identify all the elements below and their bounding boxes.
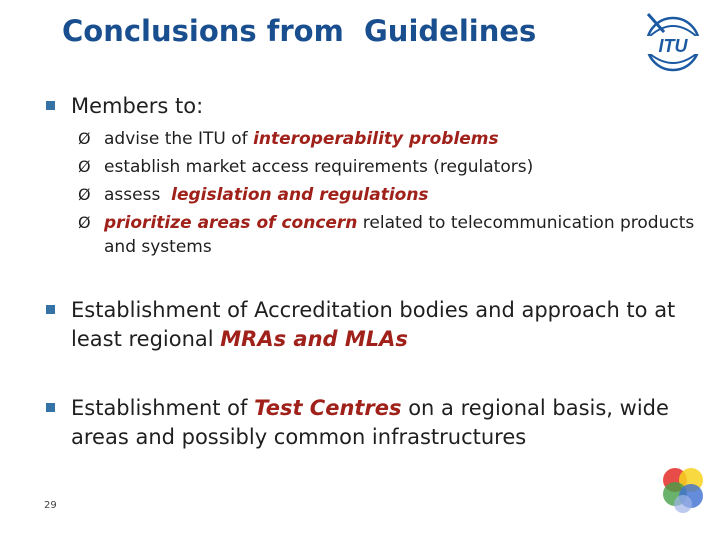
square-bullet-icon bbox=[46, 101, 55, 110]
bullet-test-centres-emphasis: Test Centres bbox=[254, 396, 402, 420]
bullet-test-centres-pre: Establishment of bbox=[71, 396, 255, 420]
arrow-bullet-icon: Ø bbox=[78, 157, 91, 176]
itu-logo-icon bbox=[634, 6, 710, 76]
sub-bullet-4 bbox=[78, 211, 708, 259]
sub-bullet-2-text: establish market access requirements (regulators) bbox=[104, 157, 534, 177]
sub-bullet-3-pre: assess bbox=[104, 185, 172, 205]
arrow-bullet-icon: Ø bbox=[78, 129, 91, 148]
bullet-members bbox=[46, 92, 706, 121]
sub-bullet-3-emphasis: legislation and regulations bbox=[171, 185, 429, 205]
sub-bullet-1 bbox=[78, 127, 708, 151]
sub-bullet-1-pre: advise the ITU of bbox=[104, 129, 254, 149]
sub-bullet-1-emphasis: interoperability problems bbox=[253, 129, 499, 149]
bullet-accreditation bbox=[46, 296, 706, 354]
sub-bullet-3 bbox=[78, 183, 708, 207]
square-bullet-icon bbox=[46, 403, 55, 412]
color-rings-icon bbox=[660, 464, 706, 514]
bullet-test-centres-post: on a regional basis, wide areas and possibly common infrastructures bbox=[71, 396, 669, 449]
slide-number: 29 bbox=[44, 500, 57, 511]
arrow-bullet-icon: Ø bbox=[78, 213, 91, 232]
logo-text: ITU bbox=[658, 36, 688, 56]
bullet-accreditation-pre: Establishment of Accreditation bodies and approach to at least regional bbox=[71, 298, 676, 351]
slide-title: Conclusions from Guidelines bbox=[62, 14, 537, 48]
sub-bullet-4-emphasis: prioritize areas of concern bbox=[104, 213, 358, 233]
bullet-members-text: Members to: bbox=[71, 94, 204, 118]
bullet-accreditation-emphasis: MRAs and MLAs bbox=[220, 327, 408, 351]
sub-bullet-4-post: related to telecommunication products and systems bbox=[104, 213, 695, 257]
sub-bullet-2 bbox=[78, 155, 708, 179]
square-bullet-icon bbox=[46, 305, 55, 314]
arrow-bullet-icon: Ø bbox=[78, 185, 91, 204]
bullet-test-centres bbox=[46, 394, 706, 452]
